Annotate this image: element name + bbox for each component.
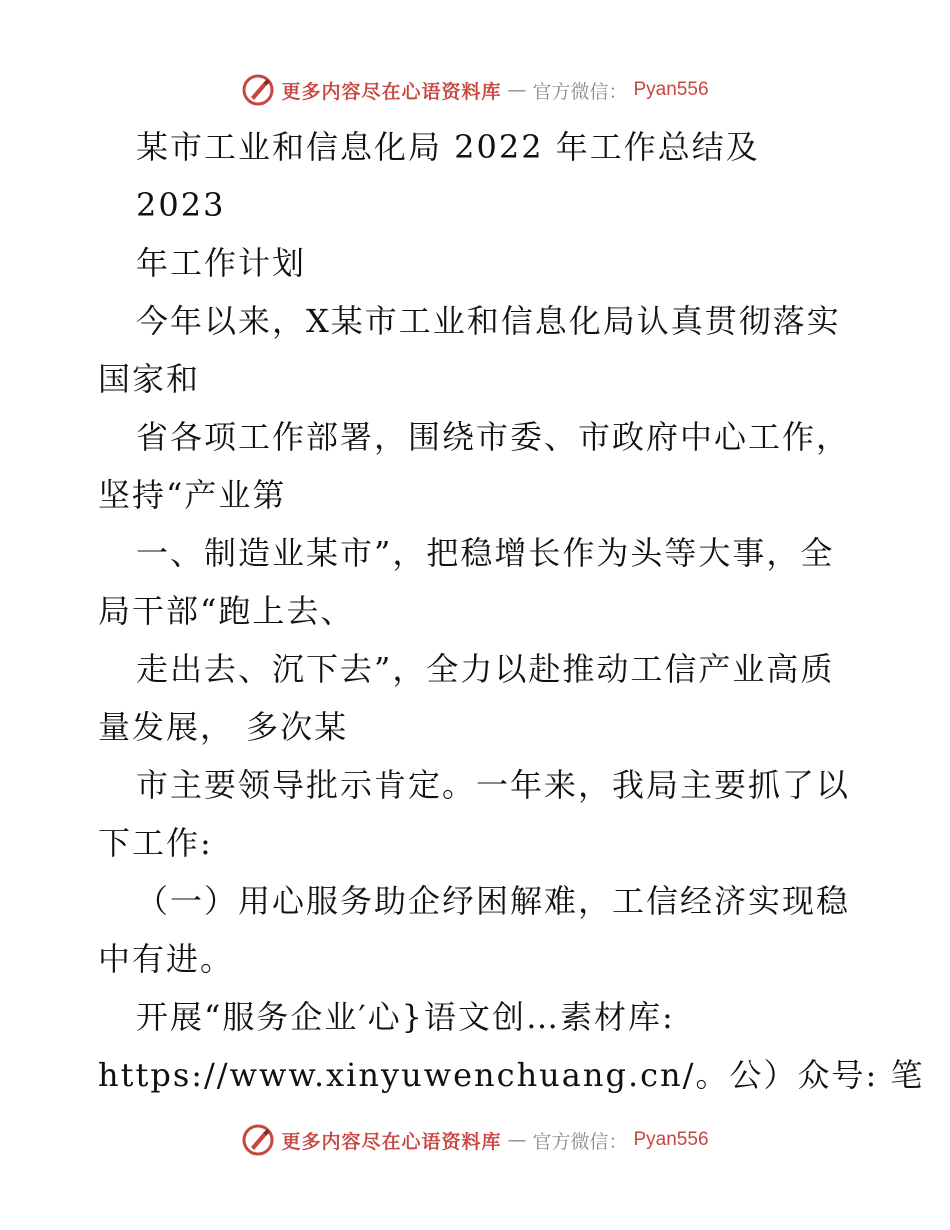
doc-paragraph-line: 走出去、沉下去”，全力以赴推动工信产业高质 — [136, 650, 835, 688]
watermark-red-text: 更多内容尽在心语资料库 — [281, 1130, 502, 1153]
doc-paragraph-line: 局干部“跑上去、 — [98, 592, 355, 630]
doc-paragraph-line: 坚持“产业第 — [98, 476, 287, 514]
watermark-red-text: 更多内容尽在心语资料库 — [281, 80, 502, 103]
watermark-dash: — — [507, 79, 527, 101]
doc-paragraph-line: 开展“服务企业′心}语文创…素材库: — [136, 998, 675, 1036]
doc-paragraph-line: 下工作: — [98, 824, 213, 862]
doc-url-line: https://www.xinyuwenchuang.cn/。公）众号: 笔 — [98, 1056, 925, 1094]
pen-circle-icon — [241, 73, 275, 107]
document-body — [98, 118, 925, 1104]
pen-circle-icon — [241, 1123, 275, 1157]
watermark-gray-text: 官方微信： — [532, 80, 628, 103]
watermark-header — [0, 70, 950, 110]
doc-paragraph-line: 一、制造业某市”，把稳增长作为头等大事，全 — [136, 534, 835, 572]
watermark-gray-text: 官方微信： — [532, 1130, 628, 1153]
watermark-account: Pyan556 — [633, 79, 709, 100]
doc-paragraph-line: 市主要领导批示肯定。一年来，我局主要抓了以 — [136, 766, 851, 804]
doc-title-line-2: 2023 — [136, 186, 226, 224]
doc-title-line-3: 年工作计划 — [136, 244, 307, 282]
doc-paragraph-line: 今年以来，X某市工业和信息化局认真贯彻落实 — [136, 302, 841, 340]
doc-title-line-1: 某市工业和信息化局 2022 年工作总结及 — [136, 128, 760, 166]
doc-section-heading: （一）用心服务助企纾困解难，工信经济实现稳 — [136, 882, 851, 920]
doc-paragraph-line: 省各项工作部署，围绕市委、市政府中心工作， — [136, 418, 851, 456]
watermark-dash: — — [507, 1129, 527, 1151]
watermark-footer — [0, 1120, 950, 1160]
doc-paragraph-line: 量发展， 多次某 — [98, 708, 349, 746]
doc-section-heading: 中有进。 — [98, 940, 235, 978]
watermark-account: Pyan556 — [633, 1129, 709, 1150]
doc-paragraph-line: 国家和 — [98, 360, 201, 398]
